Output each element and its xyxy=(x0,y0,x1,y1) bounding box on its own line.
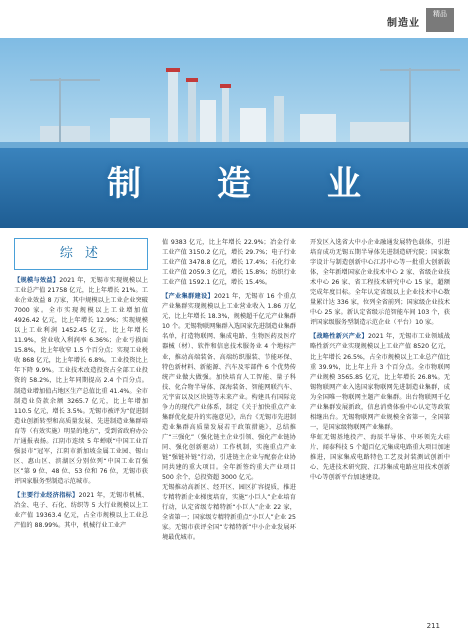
paragraph-cluster-building xyxy=(162,292,296,483)
paragraph-industry-indicators xyxy=(14,491,148,531)
paragraph-text: 2021 年，无锡市机械、冶金、电子、石化、纺织等 5 大行业规模以上工业产值 19363.4 亿元，占全市规模以上工业总产值的 88.99%。其中，机械行业工业产 xyxy=(14,491,149,530)
column-1 xyxy=(14,238,148,531)
summary-heading: 综 述 xyxy=(14,238,148,270)
paragraph-innovation-carriers: 开发区入选省大中小企业融通发展特色载体，引进培育成功无锡五期半导体先进制造研究院；国家数字设计与制造创新中心江苏中心等一批重大创新载体，全年新增国家企业技术中心 2 家、省级企业技术中心 26 家、省工程技术研究中心 15 家，超额完成年度目标。全年认定省级以上企业技术中心数量累计达 336 家，位列全省前列；国家级企业技术中心 25 家。新认定省级示范智能车间 103 个，获评国家级服务型制造示范企业（平台）10 家。 xyxy=(310,239,450,327)
paragraph-specialized-enterprises: 无锡推动高新区、经开区、园区扩容提质，推进专精特新企业梯度培育，实施“小巨人”企业培育行动，认定省级专精特新“小巨人”企业 22 家，全省第一；国家级专精特新重点“小巨人”企业 25 家。无锡市获评全国“专精特新”中小企业发展环境最优城市。 xyxy=(162,484,296,542)
page-number: 211 xyxy=(426,622,440,630)
section-head-industry-indicators: 【主要行业经济指标】 xyxy=(14,491,79,499)
section-head-scale-and-benefit: 【规模与效益】 xyxy=(14,277,60,284)
publication-logo: 精品 xyxy=(426,8,454,32)
paragraph-integrated-circuits: 华虹无锡基地投产、海辰半导体、中环领先大硅片、闻泰科技 5 个超百亿元集成电路重大项目加速推进，国家集成电路特色工艺及封装测试创新中心、先进技术研究院、江苏集成电路应用技术创新中心等创新平台加速建设。 xyxy=(310,433,450,482)
column-3 xyxy=(310,238,450,483)
banner-image xyxy=(0,38,468,228)
column-2 xyxy=(162,238,296,543)
section-head-cluster-building: 【产业集群建设】 xyxy=(162,293,214,301)
paragraph-text: 2021 年，无锡市实现规模以上工业总产值 21758 亿元，比上年增长 21%。工业企业效益 8 万家，其中规模以上工业企业突破 7000 家。全市实现规模以上工业增加值 4926.42 亿元，比上年增长 12.9%；实现规模以上工业利润 1452.45 亿元，比上年增长 11.9%，营业收入利润率 6.36%；企业亏损面 15.8%，比上年收窄 1.5 个百分点；实现工业税收 868 亿元，比上年增长 6.8%。工业投资比上年下降 9.9%。工业技术改造投资占全部工业投资的 58.2%，比上年同期提高 2.4 个百分点。制造业增加值占地区生产总值比重 41.4%。全市制造业贷款余额 3265.7 亿元，比上年增加 110.5 亿元，增长 3.5%。无锡市被评为“促进制造业创新转型和高质量发展、先进制造业集群培育等（有效实施）明显的地方”，受到省政府办公厅通报表扬。江阴市连续 5 年蝉联“中国工业百强县市”冠军，江阴市新加坡金属工业园、锡山区、惠山区、滨湖区分别位列“中国工业百强区”第 9 位、48 位、53 位和 76 位，无锡市获评国家服务型制造示范城市。 xyxy=(14,277,149,485)
section-head-emerging-industries: 【战略性新兴产业】 xyxy=(310,333,368,341)
paragraph-industry-values: 值 9383 亿元，比上年增长 22.9%；冶金行业工业产值 3150.2 亿元，增长 29.7%；电子行业工业产值 3478.8 亿元，增长 17.4%；石化行业工业产值 2059.3 亿元，增长 15.8%；纺织行业工业产值 1592.1 亿元，增长 15.4%。 xyxy=(162,239,296,287)
paragraph-emerging-industries xyxy=(310,332,450,432)
paragraph-text: 2021 年，无锡市 16 个重点产业集群实现规模以上工业营业收入 1.86 万亿元，比上年增长 18.3%，规模超千亿元产业集群 10 个。无锡物联网集群入选国家先进制造业集群名单，打造物联网、集成电路、生物医药及医疗器械（材）、软件和信息技术服务业 4 个地标产业，推动高端装备、高端纺织服装、节能环保、特色新材料、新能源、汽车及零部件 6 个优势传统产业做大做强。加快培育人工智能、量子科技、化合物半导体、深海装备、智能网联汽车、元宇宙以及区块链等未来产业。构建具有国际竞争力的现代产业体系，制定《关于加快重点产业集群优化提升的实施意见》，出台《无锡市先进制造业集群高质量发展若干政策措施》，总结推广“三强化”（强化链主企业引领、强化产业链协同、强化创新驱动）工作机制，实施重点产业链“强链补链”行动，引进链主企业与配套企业协同共建的重大项目。全年新签约重大产业项目 500 余个，总投资超 3000 亿元。 xyxy=(162,293,296,482)
header-section-tag: 制造业 xyxy=(387,18,420,29)
paragraph-text: 2021 年，无锡市工业领域战略性新兴产业实现规模以上工业产值 8520 亿元，比上年增长 26.5%，占全市规模以上工业总产值比重 39.9%，比上年上升 3 个百分点。全市物联网产业规模 3565.85 亿元，比上年增长 26.8%。无锡物联网产业入选国家物联网先进制造业集群，成为全国唯一物联网主题产业集群。出台物联网千亿产业集群发展新政，信息消费体验中心认定等政策相继出台。无锡物联网产业规模全省第一，全国第一，是国家级物联网产业集群。 xyxy=(310,333,451,431)
banner-title: 制 造 业 xyxy=(107,164,393,204)
paragraph-scale-and-benefit xyxy=(14,276,148,487)
